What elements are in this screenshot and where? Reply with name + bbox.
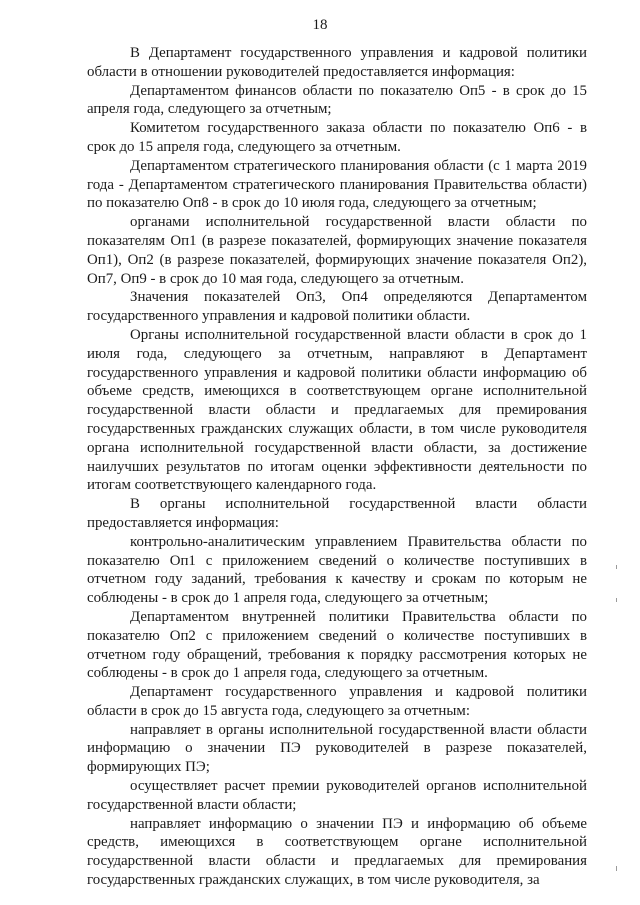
paragraph: Департаментом финансов области по показателю Оп5 - в срок до 15 апреля года, следующего за отчетным; bbox=[87, 82, 587, 118]
paragraph: Департаментом стратегического планирования области (с 1 марта 2019 года - Департаментом стратегического планирования Правительства области) по показателю Оп8 - в срок до 10 июля года, следующего за отчетным; bbox=[87, 157, 587, 212]
paragraph: Органы исполнительной государственной власти области в срок до 1 июля года, следующего за отчетным, направляют в Департамент государственного управления и кадровой политики области информацию об объеме средств, имеющихся в соответствующем органе исполнительной государственной власти области и предлагаемых для премирования государственных гражданских служащих области, в том числе руководителя органа исполнительной государственной власти области, за достижение наилучших результатов по итогам оценки эффективности деятельности по итогам соответствующего календарного года. bbox=[87, 326, 587, 494]
scan-edge-mark bbox=[616, 866, 617, 871]
document-body bbox=[87, 44, 587, 890]
scan-edge-mark bbox=[616, 598, 617, 602]
page-number: 18 bbox=[312, 17, 328, 33]
paragraph: осуществляет расчет премии руководителей органов исполнительной государственной власти области; bbox=[87, 778, 587, 813]
paragraph: Комитетом государственного заказа области по показателю Оп6 - в срок до 15 апреля года, следующего за отчетным. bbox=[87, 120, 587, 155]
paragraph: направляет в органы исполнительной государственной власти области информацию о значении ПЭ руководителей в разрезе показателей, формирующих ПЭ; bbox=[87, 721, 587, 776]
paragraph: Значения показателей Оп3, Оп4 определяются Департаментом государственного управления и кадровой политики области. bbox=[87, 289, 587, 325]
paragraph: Департамент государственного управления и кадровой политики области в срок до 15 августа года, следующего за отчетным: bbox=[87, 684, 587, 719]
paragraph: органами исполнительной государственной власти области по показателям Оп1 (в разрезе показателей, формирующих значение показателя Оп1), Оп2 (в разрезе показателей, формирующих значение показателя Оп2), Оп7, Оп9 - в срок до 10 мая года, следующего за отчетным. bbox=[87, 214, 587, 287]
paragraph: В органы исполнительной государственной власти области предоставляется информация: bbox=[87, 496, 587, 531]
paragraph: Департаментом внутренней политики Правительства области по показателю Оп2 с приложением сведений о количестве поступивших в отчетном году обращений, требования к порядку рассмотрения которых не соблюдены - в срок до 1 апреля года, следующего за отчетным. bbox=[87, 608, 587, 682]
scan-edge-mark bbox=[616, 565, 617, 569]
paragraph: контрольно-аналитическим управлением Правительства области по показателю Оп1 с приложением сведений о количестве поступивших в отчетном году заданий, требования к качеству и срокам по которым не соблюдены - в срок до 1 апреля года, следующего за отчетным; bbox=[87, 533, 587, 607]
paragraph: В Департамент государственного управления и кадровой политики области в отношении руководителей предоставляется информация: bbox=[87, 45, 587, 80]
paragraph: направляет информацию о значении ПЭ и информацию об объеме средств, имеющихся в соответствующем органе исполнительной государственной власти области и предлагаемых для премирования государственных гражданских служащих, в том числе руководителя, за bbox=[87, 815, 587, 889]
